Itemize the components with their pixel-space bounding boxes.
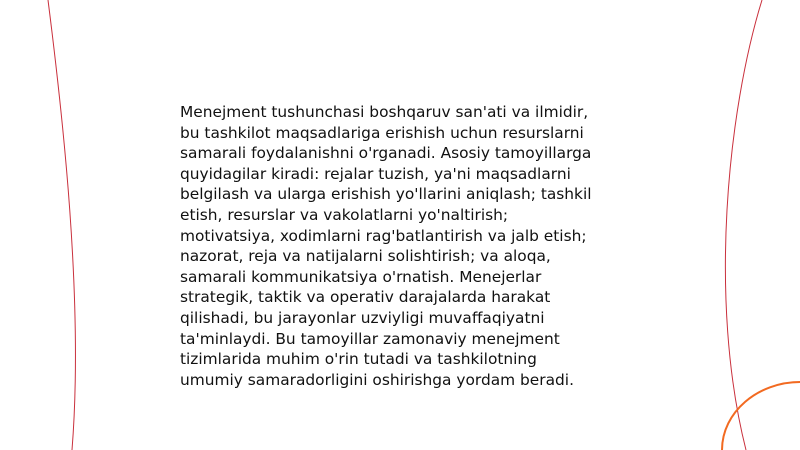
body-text: Menejment tushunchasi boshqaruv san'ati va ilmidir, bu tashkilot maqsadlariga erishish uchun resurslarni samarali foydalanishni o'rganadi. Asosiy tamoyillarga quyidagilar kiradi: rejalar tuzish, ya'ni maqsadlarni belgilash va ularga erishish yo'llarini aniqlash; tashkil etish, resurslar va vakolatlarni yo'naltirish; motivatsiya, xodimlarni rag'batlantirish va jalb etish; nazorat, reja va natijalarni solishtirish; va aloqa, samarali kommunikatsiya o'rnatish. Menejerlar strategik, taktik va operativ darajalarda harakat qilishadi, bu jarayonlar uzviyligi muvaffaqiyatni ta'minlaydi. Bu tamoyillar zamonaviy menejment tizimlarida muhim o'rin tutadi va tashkilotning umumiy samaradorligini oshirishga yordam beradi. — [180, 103, 592, 389]
left-curve — [48, 0, 75, 450]
orange-arc — [722, 382, 800, 450]
right-curve — [725, 0, 762, 450]
